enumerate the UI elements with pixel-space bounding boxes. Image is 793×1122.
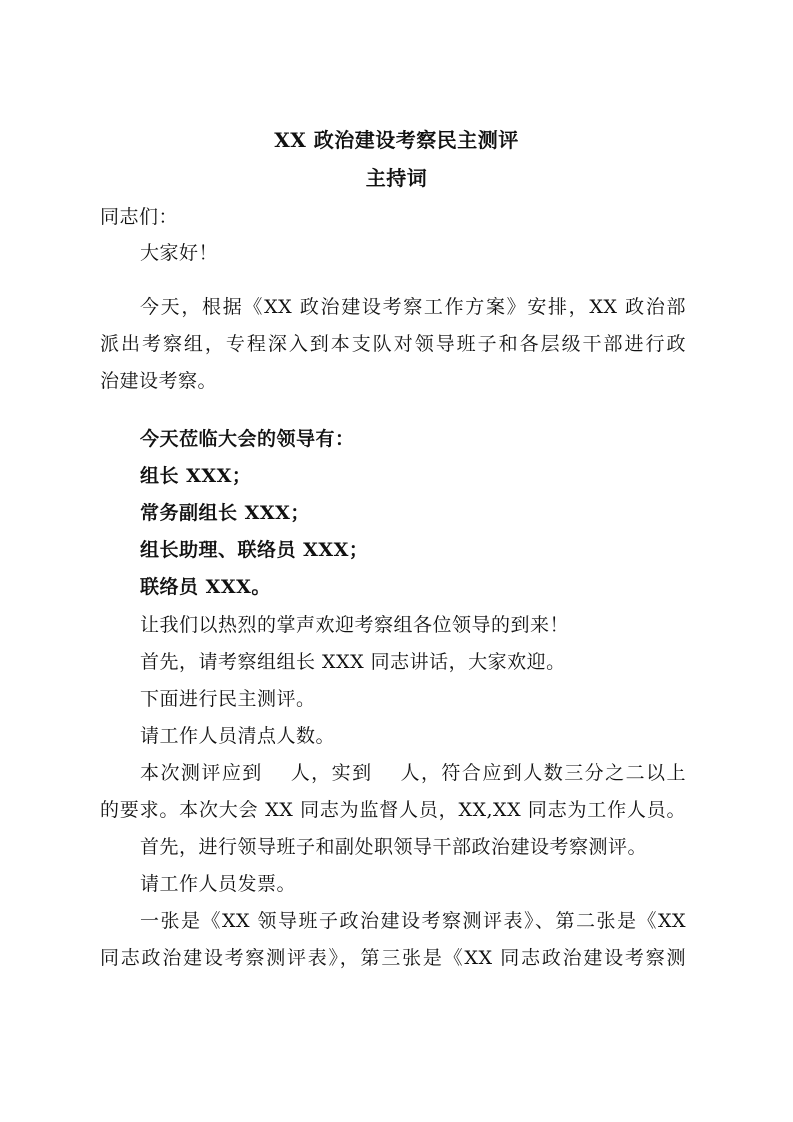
speech-line: 首先，请考察组组长 XXX 同志讲话，大家欢迎。 (140, 651, 566, 673)
attendance-line-2: 的要求。本次大会 XX 同志为监督人员，XX,XX 同志为工作人员。 (100, 799, 686, 821)
leader-item: 联络员 XXX。 (140, 576, 271, 598)
next-line: 下面进行民主测评。 (140, 688, 316, 710)
greeting: 大家好！ (140, 242, 219, 264)
intro-line-3: 治建设考察。 (100, 370, 218, 392)
leaders-heading: 今天莅临大会的领导有： (140, 428, 355, 450)
salutation: 同志们： (100, 206, 179, 228)
ballots-line: 请工作人员发票。 (140, 873, 297, 895)
leader-item: 常务副组长 XXX； (140, 502, 310, 524)
attendance-line-1: 本次测评应到 人，实到 人，符合应到人数三分之二以上 (140, 762, 686, 784)
forms-line-1: 一张是《XX 领导班子政治建设考察测评表》、第二张是《XX (140, 910, 686, 932)
leader-item: 组长助理、联络员 XXX； (140, 539, 369, 561)
intro-line-1: 今天，根据《XX 政治建设考察工作方案》安排，XX 政治部 (140, 296, 686, 318)
document-title: XX 政治建设考察民主测评 (274, 128, 519, 152)
first-line: 首先，进行领导班子和副处职领导干部政治建设考察测评。 (140, 836, 648, 858)
intro-line-2: 派出考察组，专程深入到本支队对领导班子和各层级干部进行政 (100, 333, 686, 355)
count-line: 请工作人员清点人数。 (140, 725, 336, 747)
leader-item: 组长 XXX； (140, 465, 252, 487)
document-subtitle: 主持词 (365, 166, 428, 190)
welcome-line: 让我们以热烈的掌声欢迎考察组各位领导的到来！ (140, 614, 570, 636)
forms-line-2: 同志政治建设考察测评表》，第三张是《XX 同志政治建设考察测 (100, 947, 686, 969)
